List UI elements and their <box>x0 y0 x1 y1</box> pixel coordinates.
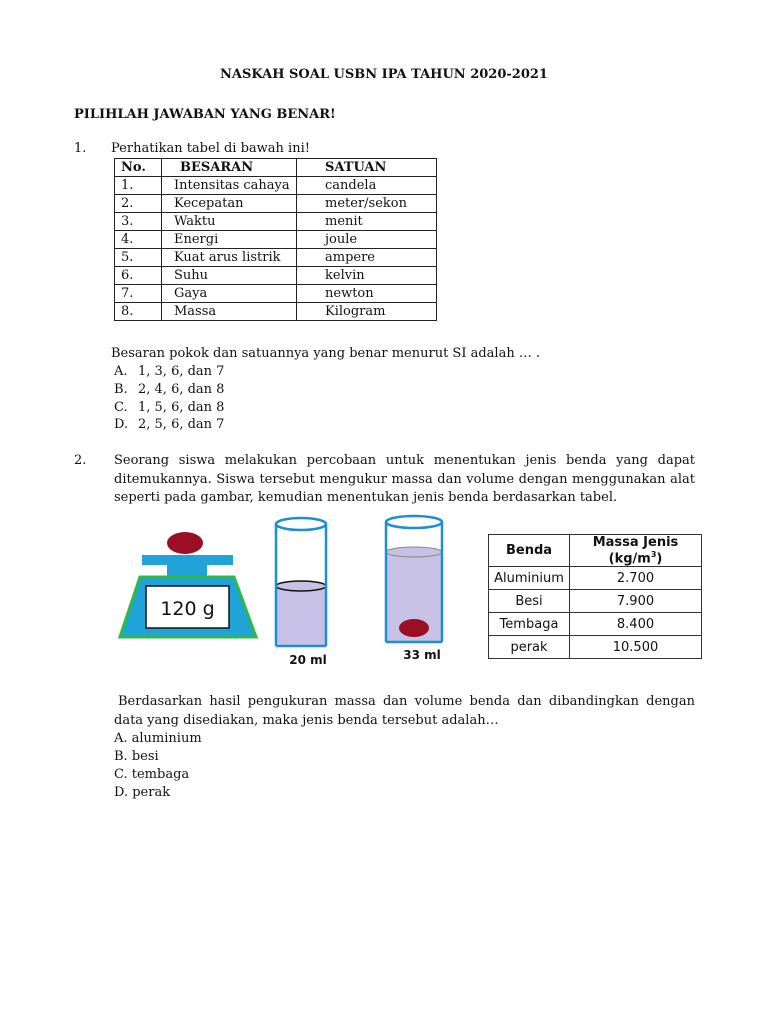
option-text: 1, 5, 6, dan 8 <box>138 400 225 415</box>
row-no: 8. <box>115 303 162 321</box>
row-quantity: Kuat arus listrik <box>162 249 297 267</box>
header-satuan: SATUAN <box>297 159 437 177</box>
answer-option-d[interactable]: D. perak <box>114 785 171 800</box>
material-name: Besi <box>489 590 570 613</box>
material-density: 8.400 <box>570 613 702 636</box>
cylinder-1-label: 20 ml <box>289 653 327 667</box>
object-on-scale <box>167 532 203 554</box>
question-1-number: 1. <box>74 141 87 156</box>
header-massa-jenis: Massa Jenis $(kg/m^3)$ <box>570 535 702 567</box>
answer-option-c[interactable]: C. tembaga <box>114 767 190 782</box>
row-unit: meter/sekon <box>297 195 437 213</box>
answer-option-c[interactable] <box>114 400 224 415</box>
liquid-surface <box>276 581 326 591</box>
table-header-row <box>115 159 437 177</box>
row-unit: menit <box>297 213 437 231</box>
header-benda: Benda <box>489 535 570 567</box>
page-title: NASKAH SOAL USBN IPA TAHUN 2020-2021 <box>220 67 548 82</box>
table-row <box>115 285 437 303</box>
row-quantity: Gaya <box>162 285 297 303</box>
option-label: C. <box>114 400 128 415</box>
table-row <box>115 249 437 267</box>
question-2-prompt: Berdasarkan hasil pengukuran massa dan volume benda dan dibandingkan dengan data yang disediakan, maka jenis benda tersebut adalah… <box>114 694 695 728</box>
row-no: 2. <box>115 195 162 213</box>
option-label: B. <box>114 382 128 397</box>
table-row <box>115 213 437 231</box>
option-label: A. <box>114 364 128 379</box>
row-no: 4. <box>115 231 162 249</box>
graduated-cylinder-2 <box>374 510 454 646</box>
material-density: 7.900 <box>570 590 702 613</box>
table-row <box>489 590 702 613</box>
row-quantity: Suhu <box>162 267 297 285</box>
question-1-intro: Perhatikan tabel di bawah ini! <box>111 141 310 156</box>
question-2-paragraph: Seorang siswa melakukan percobaan untuk menentukan jenis benda yang dapat ditemukannya. Siswa tersebut mengukur massa dan volume dengan menggunakan alat seperti pada gambar, kemudian menentukan jenis benda berdasarkan tabel. <box>114 453 695 505</box>
row-unit: ampere <box>297 249 437 267</box>
row-quantity: Massa <box>162 303 297 321</box>
quantity-unit-table <box>114 158 437 321</box>
row-no: 3. <box>115 213 162 231</box>
option-text: 1, 3, 6, dan 7 <box>138 364 225 379</box>
row-no: 6. <box>115 267 162 285</box>
row-no: 5. <box>115 249 162 267</box>
cylinder-2-label: 33 ml <box>403 648 441 662</box>
scale-plate <box>142 555 233 565</box>
material-name: Aluminium <box>489 567 570 590</box>
table-row <box>489 567 702 590</box>
material-density: 2.700 <box>570 567 702 590</box>
table-row <box>115 177 437 195</box>
row-quantity: Waktu <box>162 213 297 231</box>
row-unit: candela <box>297 177 437 195</box>
question-1-prompt: Besaran pokok dan satuannya yang benar menurut SI adalah … . <box>111 346 541 361</box>
table-header-row <box>489 535 702 567</box>
answer-option-b[interactable] <box>114 382 224 397</box>
row-no: 7. <box>115 285 162 303</box>
row-unit: Kilogram <box>297 303 437 321</box>
density-table <box>488 534 702 659</box>
scale-neck <box>167 565 207 577</box>
row-quantity: Kecepatan <box>162 195 297 213</box>
scale-reading: 120 g <box>160 598 215 620</box>
cylinder-rim <box>276 518 326 530</box>
table-row <box>115 195 437 213</box>
table-row <box>489 613 702 636</box>
table-row <box>115 231 437 249</box>
liquid <box>276 586 326 646</box>
instruction-heading: PILIHLAH JAWABAN YANG BENAR! <box>74 107 336 122</box>
material-name: perak <box>489 636 570 659</box>
table-row <box>489 636 702 659</box>
answer-option-b[interactable]: B. besi <box>114 749 159 764</box>
weighing-scale-illustration <box>118 524 258 644</box>
option-text: 2, 4, 6, dan 8 <box>138 382 225 397</box>
table-row <box>115 267 437 285</box>
cylinder-rim <box>386 516 442 528</box>
option-text: 2, 5, 6, dan 7 <box>138 417 225 432</box>
answer-option-a[interactable] <box>114 364 224 379</box>
material-density: 10.500 <box>570 636 702 659</box>
graduated-cylinder-1 <box>266 514 336 650</box>
header-besaran: BESARAN <box>162 159 297 177</box>
row-no: 1. <box>115 177 162 195</box>
material-name: Tembaga <box>489 613 570 636</box>
submerged-object <box>399 619 429 637</box>
header-no: No. <box>115 159 162 177</box>
liquid-surface <box>386 547 442 557</box>
option-label: D. <box>114 417 129 432</box>
row-unit: joule <box>297 231 437 249</box>
row-quantity: Energi <box>162 231 297 249</box>
row-unit: newton <box>297 285 437 303</box>
row-unit: kelvin <box>297 267 437 285</box>
row-quantity: Intensitas cahaya <box>162 177 297 195</box>
answer-option-d[interactable] <box>114 417 224 432</box>
answer-option-a[interactable]: A. aluminium <box>114 731 202 746</box>
table-row <box>115 303 437 321</box>
question-2-number: 2. <box>74 453 87 468</box>
